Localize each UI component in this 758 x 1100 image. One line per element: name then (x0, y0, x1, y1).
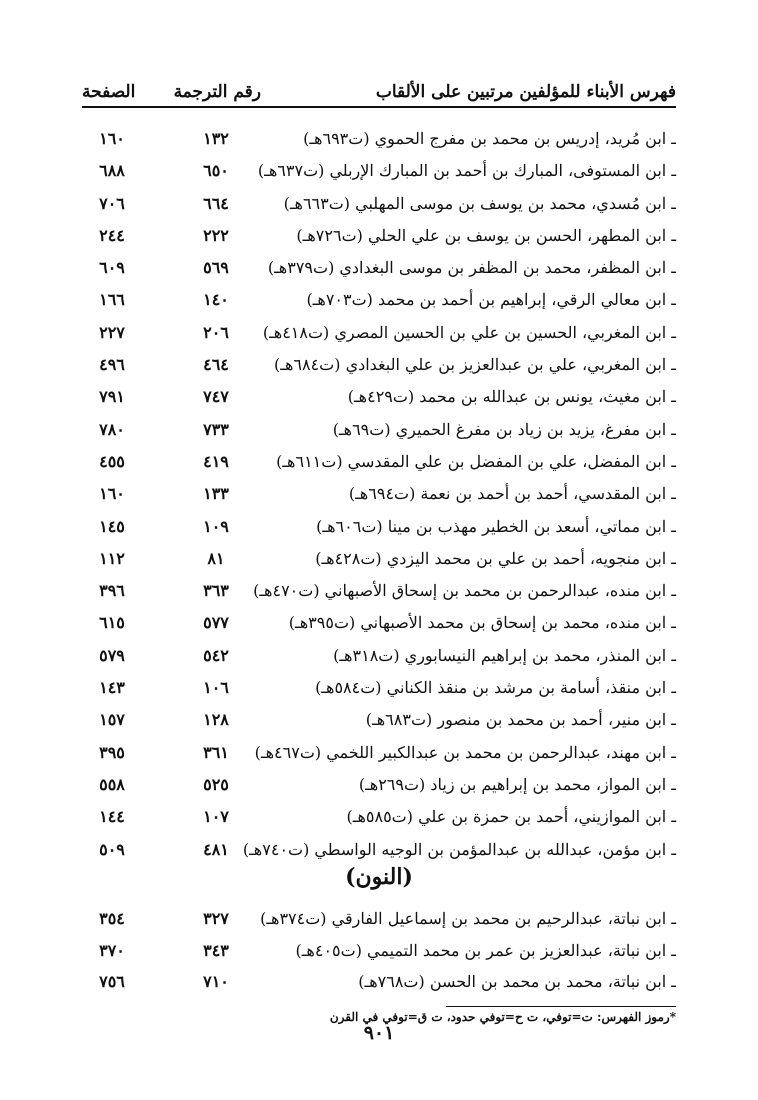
entry-page: ٥٠٩ (99, 839, 125, 859)
entry-page: ٧٨٠ (99, 419, 125, 439)
list-item (82, 189, 676, 221)
entry-number: ٧١٠ (203, 972, 229, 991)
entry-page: ٥٥٨ (99, 774, 125, 794)
list-item (82, 770, 676, 802)
entry-page: ٧٩١ (99, 387, 125, 407)
entry-number: ٦٦٤ (203, 193, 229, 213)
entry-name: ـ ابن المغربي، الحسين بن علي بن الحسين المصري (ت٤١٨هـ) (262, 322, 676, 342)
entries-list-nun (82, 904, 676, 999)
entry-page: ٣٥٤ (99, 909, 125, 928)
list-item (82, 253, 676, 285)
entry-page: ٣٩٦ (99, 581, 125, 601)
list-item (82, 221, 676, 253)
entry-number: ٦٥٠ (203, 161, 229, 181)
entry-name: ـ ابن معالي الرقي، إبراهيم بن أحمد بن محمد (ت٧٠٣هـ) (306, 290, 676, 310)
entry-page: ١٦٠ (99, 484, 125, 504)
list-item (82, 576, 676, 608)
entry-number: ٤٨١ (203, 839, 229, 859)
entry-page: ٤٥٥ (99, 451, 125, 471)
list-item (82, 318, 676, 350)
entry-number: ١٠٧ (203, 807, 229, 827)
list-item (82, 382, 676, 414)
entry-page: ٧٠٦ (99, 193, 125, 213)
entry-number: ١٢٨ (203, 710, 229, 730)
entry-name: ـ ابن المقدسي، أحمد بن أحمد بن نعمة (ت٦٩٤هـ) (348, 484, 676, 504)
entry-page: ٤٩٦ (99, 355, 125, 375)
entry-number: ١٣٢ (203, 129, 229, 148)
entry-number: ٣٦٣ (203, 581, 229, 601)
footnote-divider (446, 1006, 676, 1007)
list-item (82, 544, 676, 576)
entry-page: ٢٢٧ (99, 322, 125, 342)
entry-page: ٧٥٦ (99, 972, 125, 991)
list-item (82, 512, 676, 544)
entry-name: ـ ابن المستوفى، المبارك بن أحمد بن المبارك الإربلي (ت٦٣٧هـ) (257, 161, 676, 181)
entry-number: ١٠٦ (203, 678, 229, 698)
entry-name: ـ ابن مُريد، إدريس بن محمد بن مفرج الحموي (ت٦٩٣هـ) (303, 129, 676, 148)
entry-page: ٦٠٩ (99, 258, 125, 278)
entry-name: ـ ابن الموازيني، أحمد بن حمزة بن علي (ت٥٨٥هـ) (346, 807, 676, 827)
entry-name: ـ ابن منير، أحمد بن محمد بن منصور (ت٦٨٣هـ) (365, 710, 676, 730)
list-item (82, 350, 676, 382)
section-heading: (النون) (345, 864, 413, 890)
list-item (82, 641, 676, 673)
table-header (82, 78, 676, 108)
entry-number: ١٠٩ (203, 516, 229, 536)
entry-number: ٥٧٧ (203, 613, 229, 633)
list-item (82, 608, 676, 640)
entry-name: ـ ابن المنذر، محمد بن إبراهيم النيسابوري (ت٣١٨هـ) (333, 645, 676, 665)
entry-number: ٣٢٧ (203, 909, 229, 928)
entry-name: ـ ابن المفضل، علي بن المفضل بن علي المقدسي (ت٦١١هـ) (276, 451, 676, 471)
entries-list (82, 124, 676, 867)
entry-name: ـ ابن منده، محمد بن إسحاق بن محمد الأصبهاني (ت٣٩٥هـ) (288, 613, 676, 633)
list-item (82, 904, 676, 936)
list-item (82, 447, 676, 479)
entry-page: ٣٧٠ (99, 940, 125, 960)
entry-number: ٨١ (207, 548, 225, 568)
entry-name: ـ ابن منقذ، أسامة بن مرشد بن منقذ الكناني (ت٥٨٤هـ) (315, 678, 676, 698)
entry-number: ٣٤٣ (203, 940, 229, 960)
entry-number: ٣٦١ (203, 742, 229, 762)
list-item (82, 124, 676, 156)
column-header-number: رقم الترجمة (173, 82, 261, 102)
entry-number: ٤١٩ (203, 451, 229, 471)
list-item (82, 156, 676, 188)
entry-number: ٤٦٤ (203, 355, 229, 375)
list-item (82, 936, 676, 968)
entry-number: ٢٠٦ (203, 322, 229, 342)
list-item (82, 967, 676, 999)
index-title: فهرس الأبناء للمؤلفين مرتبين على الألقاب (375, 82, 676, 102)
entry-number: ١٣٣ (203, 484, 229, 504)
list-item (82, 802, 676, 834)
entry-number: ٥٦٩ (203, 258, 229, 278)
entry-number: ٢٢٢ (203, 225, 229, 245)
entry-name: ـ ابن المطهر، الحسن بن يوسف بن علي الحلي (ت٧٢٦هـ) (296, 225, 676, 245)
entry-page: ١٤٣ (99, 678, 125, 698)
entry-name: ـ ابن نباتة، محمد بن محمد بن الحسن (ت٧٦٨هـ) (358, 972, 676, 991)
entry-page: ١٤٤ (99, 807, 125, 827)
entry-page: ١٦٦ (99, 290, 125, 310)
entry-page: ١٦٠ (99, 129, 125, 148)
entry-number: ٥٤٢ (203, 645, 229, 665)
entry-name: ـ ابن المواز، محمد بن إبراهيم بن زياد (ت٢٦٩هـ) (358, 774, 676, 794)
entry-page: ٥٧٩ (99, 645, 125, 665)
list-item (82, 738, 676, 770)
entry-name: ـ ابن المظفر، محمد بن المظفر بن موسى البغدادي (ت٣٧٩هـ) (267, 258, 676, 278)
entry-name: ـ ابن مغيث، يونس بن عبدالله بن محمد (ت٤٢٩هـ) (347, 387, 676, 407)
entry-number: ٧٤٧ (203, 387, 229, 407)
entry-name: ـ ابن منده، عبدالرحمن بن محمد بن إسحاق الأصبهاني (ت٤٧٠هـ) (253, 581, 676, 601)
entry-name: ـ ابن نباتة، عبدالعزيز بن عمر بن محمد التميمي (ت٤٠٥هـ) (295, 940, 676, 960)
list-item (82, 705, 676, 737)
list-item (82, 415, 676, 447)
column-header-page: الصفحة (82, 82, 136, 102)
entry-page: ٣٩٥ (99, 742, 125, 762)
entry-page: ٦٨٨ (99, 161, 125, 181)
page-number: ٩٠١ (363, 1022, 395, 1044)
entry-name: ـ ابن مهند، عبدالرحمن بن محمد بن عبدالكبير اللخمي (ت٤٦٧هـ) (254, 742, 676, 762)
entry-number: ١٤٠ (203, 290, 229, 310)
list-item (82, 673, 676, 705)
list-item (82, 835, 676, 867)
entry-page: ١٤٥ (99, 516, 125, 536)
entry-name: ـ ابن مُسدي، محمد بن يوسف بن موسى المهلبي (ت٦٦٣هـ) (283, 193, 676, 213)
entry-name: ـ ابن مؤمن، عبدالله بن عبدالمؤمن بن الوجيه الواسطي (ت٧٤٠هـ) (242, 839, 676, 859)
list-item (82, 479, 676, 511)
entry-name: ـ ابن مماتي، أسعد بن الخطير مهذب بن مينا (ت٦٠٦هـ) (316, 516, 676, 536)
list-item (82, 285, 676, 317)
entry-number: ٥٢٥ (203, 774, 229, 794)
entry-name: ـ ابن مفرغ، يزيد بن زياد بن مفرغ الحميري (ت٦٩هـ) (332, 419, 676, 439)
footnote: *رموز الفهرس: ت=توفي، ت ح=توفي حدود، ت ق=توفي في القرن (329, 1010, 676, 1024)
entry-page: ٦١٥ (99, 613, 125, 633)
entry-page: ١١٢ (99, 548, 125, 568)
entry-page: ٢٤٤ (99, 225, 125, 245)
entry-page: ١٥٧ (99, 710, 125, 730)
entry-name: ـ ابن منجويه، أحمد بن علي بن محمد اليزدي (ت٤٢٨هـ) (315, 548, 676, 568)
entry-number: ٧٣٣ (203, 419, 229, 439)
entry-name: ـ ابن المغربي، علي بن عبدالعزيز بن علي البغدادي (ت٦٨٤هـ) (274, 355, 676, 375)
entry-name: ـ ابن نباتة، عبدالرحيم بن محمد بن إسماعيل الفارقي (ت٣٧٤هـ) (260, 909, 676, 928)
